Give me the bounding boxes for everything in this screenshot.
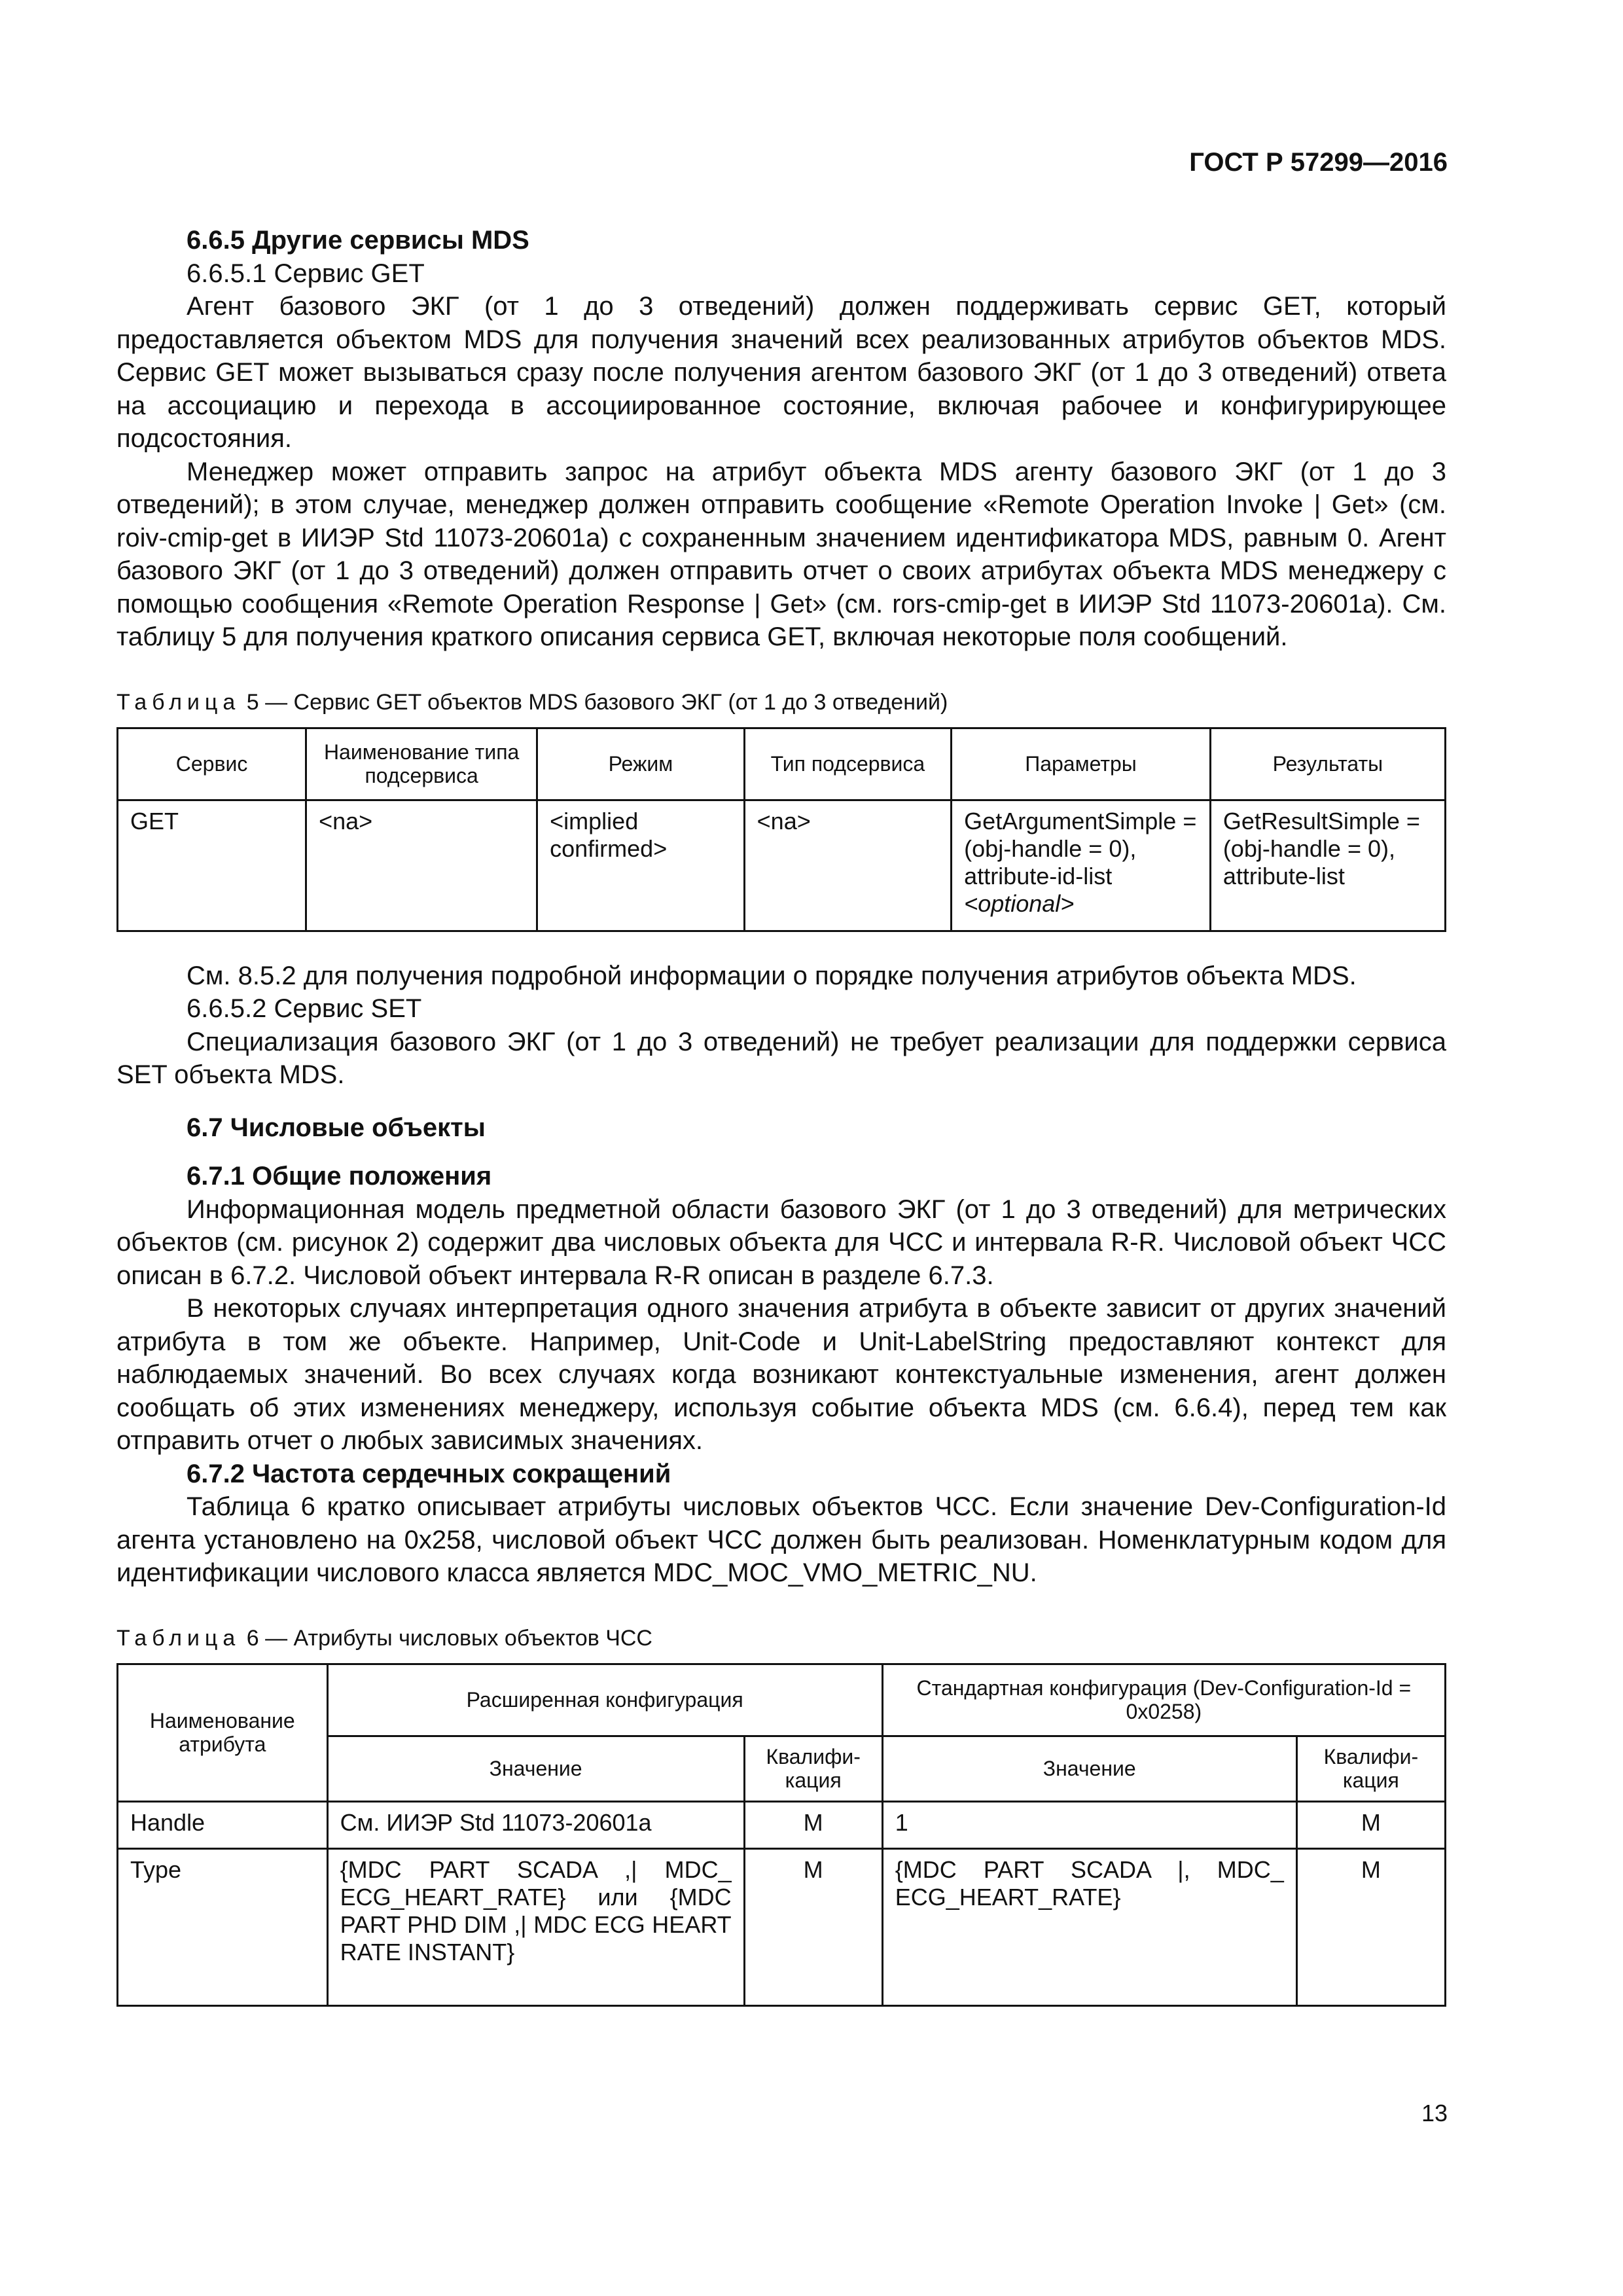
table-cell: <na> bbox=[744, 800, 952, 931]
subsection-title-6-6-5-1: 6.6.5.1 Сервис GET bbox=[187, 259, 425, 288]
table-6 bbox=[116, 1663, 1446, 2007]
table-header-cell: Параметры bbox=[952, 728, 1211, 800]
table-row bbox=[118, 800, 1446, 931]
table-header-cell: Квалифи-кация bbox=[744, 1736, 882, 1801]
paragraph: Информационная модель предметной области базового ЭКГ (от 1 до 3 отведений) для метрических объектов (см. рисунок 2) содержит два числовых объекта для ЧСС и интервала R-R. Числовой объект ЧСС описан в 6.7.2. Числовой объект интервала R-R описан в разделе 6.7.3. bbox=[116, 1194, 1446, 1290]
section-heading-6-7-1: 6.7.1 Общие положения bbox=[187, 1162, 492, 1191]
paragraph: В некоторых случаях интерпретация одного значения атрибута в объекте зависит от других значений атрибута в том же объекте. Например, Unit-Code и Unit-LabelString предоставляют контекст для наблюдаемых значений. Во всех случаях когда возникают контекстуальные изменения, агент должен сообщать об этих изменениях менеджеру, используя событие объекта MDS (см. 6.6.4), перед тем как отправить отчет о любых зависимых значениях. bbox=[116, 1294, 1446, 1455]
paragraph: Менеджер может отправить запрос на атрибут объекта MDS агенту базового ЭКГ (от 1 до 3 отведений); в этом случае, менеджер должен отправить сообщение «Remote Operation Invoke | Get» (см. roiv-cmip-get в ИИЭР Std 11073-20601a) с сохраненным значением идентификатора MDS, равным 0. Агент базового ЭКГ (от 1 до 3 отведений) должен отправить отчет о своих атрибутах объекта MDS менеджеру с помощью сообщения «Remote Operation Response | Get» (см. rors-cmip-get в ИИЭР Std 11073-20601a). См. таблицу 5 для получения краткого описания сервиса GET, включая некоторые поля сообщений. bbox=[116, 457, 1446, 651]
section-heading-6-6-5: 6.6.5 Другие сервисы MDS bbox=[187, 226, 529, 255]
table-cell: GetResultSimple = (obj-handle = 0), attribute-list bbox=[1210, 800, 1445, 931]
paragraph: Агент базового ЭКГ (от 1 до 3 отведений) должен поддерживать сервис GET, который предоставляется объектом MDS для получения значений всех реализованных атрибутов объектов MDS. Сервис GET может вызываться сразу после получения агентом базового ЭКГ (от 1 до 3 отведений) ответа на ассоциацию и перехода в ассоциированное состояние, включая рабочее и конфигурирующее подсостояния. bbox=[116, 292, 1446, 453]
table-cell: <na> bbox=[306, 800, 537, 931]
page-number: 13 bbox=[1421, 2100, 1448, 2126]
table-cell: Type bbox=[118, 1848, 328, 2005]
table-header-cell: Квалифи-кация bbox=[1296, 1736, 1445, 1801]
table-cell: M bbox=[1296, 1801, 1445, 1848]
table-cell: M bbox=[744, 1801, 882, 1848]
section-heading-6-7: 6.7 Числовые объекты bbox=[187, 1113, 486, 1142]
table-cell: M bbox=[744, 1848, 882, 2005]
table-header-cell: Наименование атрибута bbox=[118, 1664, 328, 1801]
table-header-cell: Тип подсервиса bbox=[744, 728, 952, 800]
paragraph: Таблица 6 кратко описывает атрибуты числовых объектов ЧСС. Если значение Dev-Configuration-Id агента установлено на 0x258, числовой объект ЧСС должен быть реализован. Номенклатурным кодом для идентификации числового класса является MDC_MOC_VMO_METRIC_NU. bbox=[116, 1492, 1446, 1587]
table-cell: <implied confirmed> bbox=[537, 800, 745, 931]
section-heading-6-7-2: 6.7.2 Частота сердечных сокращений bbox=[187, 1459, 671, 1488]
table-cell: {MDC PART SCADA ,| MDC_ ECG_HEART_RATE} или {MDC PART PHD DIM ,| MDC ECG HEART RATE INSTANT} bbox=[327, 1848, 744, 2005]
page-content bbox=[116, 224, 1446, 2007]
table-cell: Handle bbox=[118, 1801, 328, 1848]
table-cell: GET bbox=[118, 800, 306, 931]
table-cell: M bbox=[1296, 1848, 1445, 2005]
table-header-cell: Значение bbox=[327, 1736, 744, 1801]
paragraph: Специализация базового ЭКГ (от 1 до 3 отведений) не требует реализации для поддержки сервиса SET объекта MDS. bbox=[116, 1027, 1446, 1089]
table-cell: {MDC PART SCADA |, MDC_ ECG_HEART_RATE} bbox=[882, 1848, 1296, 2005]
table-header-cell: Стандартная конфигурация (Dev-Configuration-Id = 0x0258) bbox=[882, 1664, 1445, 1736]
paragraph: См. 8.5.2 для получения подробной информации о порядке получения атрибутов объекта MDS. bbox=[187, 961, 1357, 990]
table-header-cell: Сервис bbox=[118, 728, 306, 800]
table-5 bbox=[116, 727, 1446, 932]
table-header-cell: Наименование типа подсервиса bbox=[306, 728, 537, 800]
table-row bbox=[118, 1848, 1446, 2005]
table-header-cell: Значение bbox=[882, 1736, 1296, 1801]
table-header-cell: Расширенная конфигурация bbox=[327, 1664, 882, 1736]
table-header-cell: Результаты bbox=[1210, 728, 1445, 800]
table-6-caption: Таблица 6 — Атрибуты числовых объектов ЧСС bbox=[116, 1625, 652, 1651]
table-row bbox=[118, 1801, 1446, 1848]
table-5-caption: Таблица 5 — Сервис GET объектов MDS базового ЭКГ (от 1 до 3 отведений) bbox=[116, 689, 948, 715]
standard-header: ГОСТ Р 57299—2016 bbox=[1189, 148, 1448, 177]
table-cell: GetArgumentSimple = (obj-handle = 0), attribute-id-list <optional> bbox=[952, 800, 1211, 931]
table-header-cell: Режим bbox=[537, 728, 745, 800]
table-cell: 1 bbox=[882, 1801, 1296, 1848]
table-cell: См. ИИЭР Std 11073-20601a bbox=[327, 1801, 744, 1848]
subsection-title-6-6-5-2: 6.6.5.2 Сервис SET bbox=[187, 994, 422, 1023]
